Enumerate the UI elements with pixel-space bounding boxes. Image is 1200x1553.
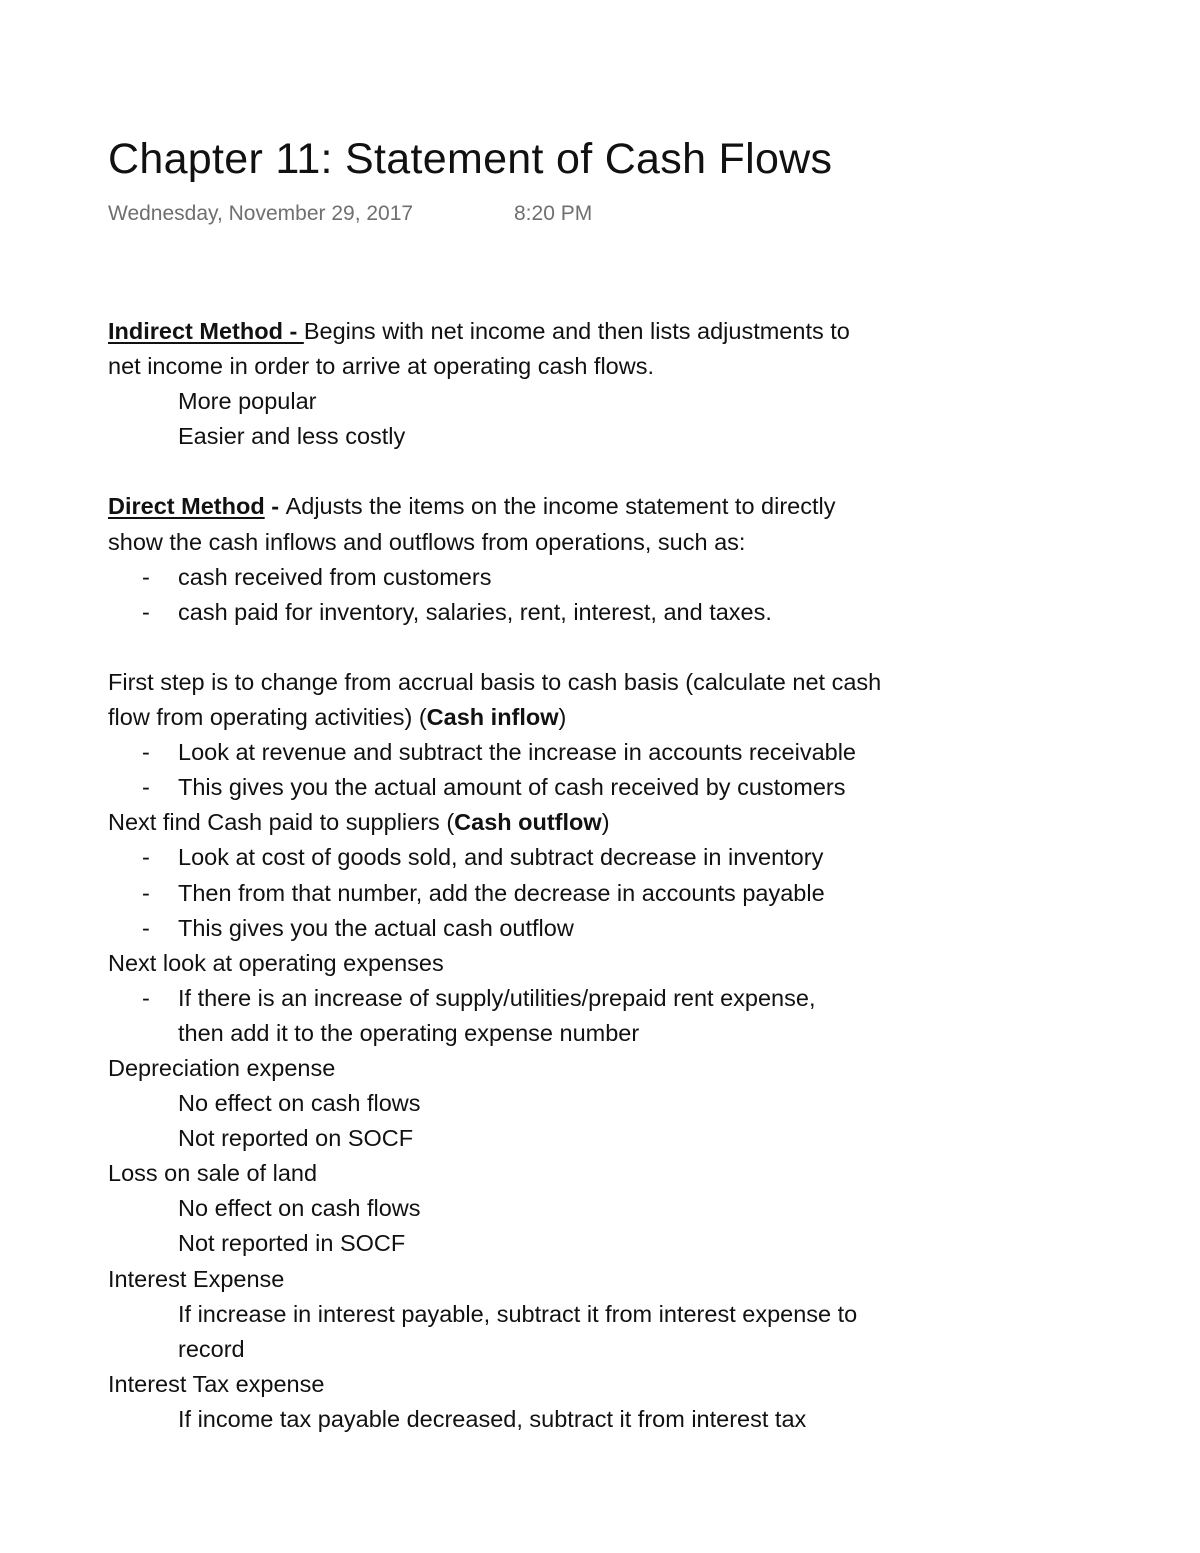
bullet-dash: - bbox=[142, 984, 150, 1011]
indirect-method-term: Indirect Method - bbox=[108, 318, 304, 344]
loss-point: Not reported in SOCF bbox=[178, 1230, 406, 1257]
first-step-line-2: flow from operating activities) (Cash inflow) bbox=[108, 704, 567, 731]
first-step-line-1: First step is to change from accrual basis to cash basis (calculate net cash bbox=[108, 668, 882, 695]
indirect-definition-text: Begins with net income and then lists adjustments to bbox=[303, 318, 850, 344]
bullet-dash: - bbox=[142, 598, 150, 625]
direct-definition-line-1 bbox=[108, 489, 1108, 524]
depreciation-point: Not reported on SOCF bbox=[178, 1125, 414, 1152]
note-time: 8:20 PM bbox=[514, 202, 593, 225]
list-item: - This gives you the actual amount of cash received by customers bbox=[108, 770, 1108, 805]
indirect-point: Easier and less costly bbox=[178, 423, 406, 450]
cash-outflow-label: Cash outflow bbox=[454, 809, 602, 836]
loss-heading: Loss on sale of land bbox=[108, 1160, 318, 1187]
list-item: - Then from that number, add the decrease in accounts payable bbox=[108, 876, 1108, 911]
direct-definition-text: Adjusts the items on the income statement to directly bbox=[285, 493, 836, 520]
cash-inflow-label: Cash inflow bbox=[426, 704, 559, 731]
list-item-continuation: then add it to the operating expense number bbox=[178, 1019, 640, 1046]
suppliers-heading: Next find Cash paid to suppliers (Cash outflow) bbox=[108, 809, 610, 836]
note-body bbox=[108, 314, 1108, 1437]
list-item: - This gives you the actual cash outflow bbox=[108, 911, 1108, 946]
interest-heading: Interest Expense bbox=[108, 1265, 285, 1292]
interest-point-line-2: record bbox=[178, 1335, 245, 1362]
bullet-dash: - bbox=[142, 914, 150, 941]
indirect-definition-line-1 bbox=[108, 314, 1108, 349]
bullet-dash: - bbox=[142, 739, 150, 766]
page-title: Chapter 11: Statement of Cash Flows bbox=[108, 135, 833, 183]
direct-definition-line-2: show the cash inflows and outflows from operations, such as: bbox=[108, 528, 746, 555]
list-item: - cash paid for inventory, salaries, rent, interest, and taxes. bbox=[108, 595, 1108, 630]
note-timestamp bbox=[108, 200, 593, 228]
indirect-definition-line-2: net income in order to arrive at operating cash flows. bbox=[108, 353, 654, 380]
indirect-point: More popular bbox=[178, 388, 317, 415]
tax-point: If income tax payable decreased, subtract it from interest tax bbox=[178, 1405, 807, 1432]
depreciation-heading: Depreciation expense bbox=[108, 1054, 336, 1081]
list-item: - Look at revenue and subtract the increase in accounts receivable bbox=[108, 735, 1108, 770]
list-item: - If there is an increase of supply/utilities/prepaid rent expense, bbox=[108, 981, 1108, 1016]
loss-point: No effect on cash flows bbox=[178, 1195, 421, 1222]
operating-expenses-heading: Next look at operating expenses bbox=[108, 949, 444, 976]
depreciation-point: No effect on cash flows bbox=[178, 1090, 421, 1117]
list-item: - Look at cost of goods sold, and subtract decrease in inventory bbox=[108, 840, 1108, 875]
note-date: Wednesday, November 29, 2017 bbox=[108, 202, 414, 225]
bullet-dash: - bbox=[142, 774, 150, 801]
tax-heading: Interest Tax expense bbox=[108, 1370, 325, 1397]
direct-separator: - bbox=[264, 493, 286, 520]
interest-point-line-1: If increase in interest payable, subtract it from interest expense to bbox=[178, 1300, 858, 1327]
bullet-dash: - bbox=[142, 844, 150, 871]
list-item: - cash received from customers bbox=[108, 560, 1108, 595]
bullet-dash: - bbox=[142, 879, 150, 906]
bullet-dash: - bbox=[142, 563, 150, 590]
direct-method-term: Direct Method bbox=[108, 493, 265, 520]
